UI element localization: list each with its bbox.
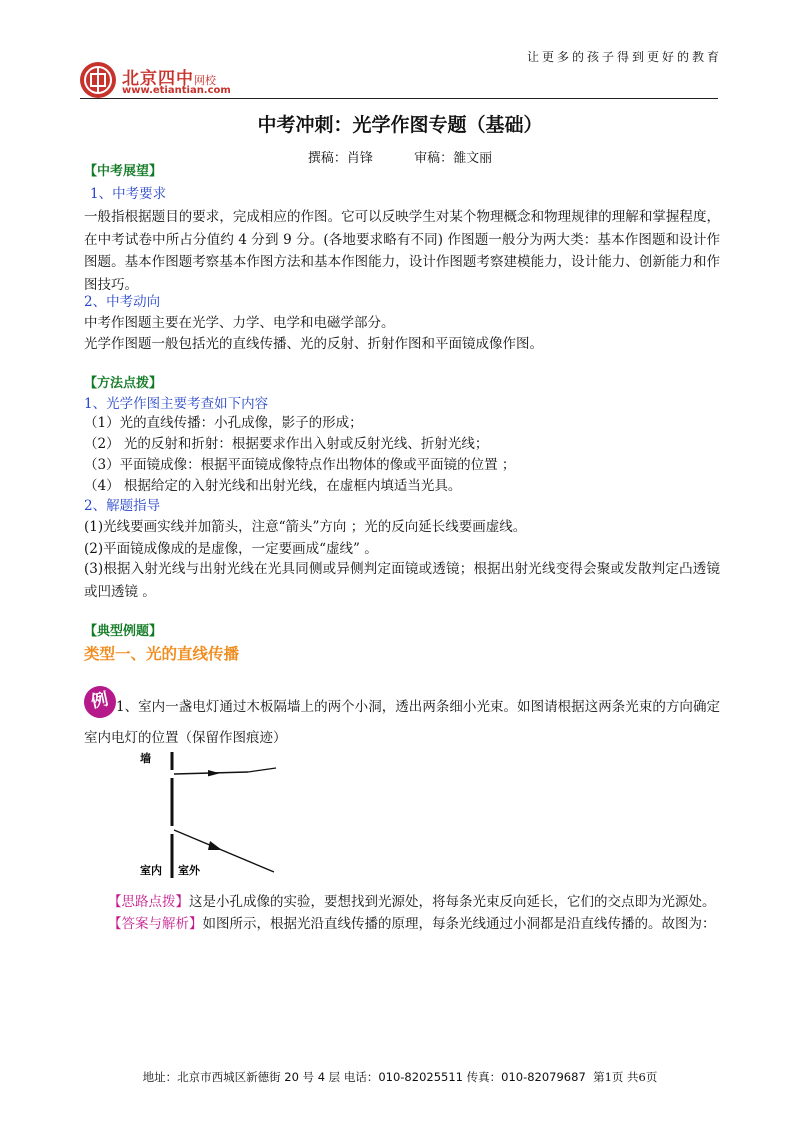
logo-emblem-icon [80,62,116,98]
authors-line: 撰稿：肖锋 审稿：雒文丽 [307,151,493,166]
hint-label: 【思路点拨】 [108,894,189,910]
light-beam-upper [174,768,276,776]
example-heading: 【典型例题】 [84,624,163,639]
outlook-sub1: 1、中考要求 [90,186,167,202]
guide-item: (3)根据入射光线与出射光线在光具同侧或异侧判定面镜或透镜；根据出射光线变得会聚或发散判定凸透镜或凹透镜 。 [84,561,720,600]
wall-label: 墙 [140,752,151,765]
outdoor-label: 室外 [178,864,200,877]
type-heading: 类型一、光的直线传播 [84,645,240,663]
outlook-para1: 一般指根据题目的要求，完成相应的作图。它可以反映学生对某个物理概念和物理规律的理解和掌握程度，在中考试卷中所占分值约 4 分到 9 分。(各地要求略有不同) 作图题一般分为两大类：基本作图题和设计作图题。基本作图题考察基本作图方法和基本作图能力，设计作图题考察建模能力，设计能力、创新能力和作图技巧。 [84,209,720,293]
answer-label: 【答案与解析】 [108,916,203,932]
hint-text: 这是小孔成像的实验，要想找到光源处，将每条光束反向延长，它们的交点即为光源处。 [189,894,716,910]
logo-sub: 网校 [194,74,216,87]
logo-url: www.etiantian.com [122,85,231,96]
wall-light-diagram [140,748,290,880]
page-title: 中考冲刺：光学作图专题（基础） [257,114,543,136]
outlook-line2: 光学作图题一般包括光的直线传播、光的反射、折射作图和平面镜成像作图。 [84,336,543,352]
method-item: （4） 根据给定的入射光线和出射光线，在虚框内填适当光具。 [84,478,462,494]
example-badge-icon: 例 [81,683,119,721]
method-heading: 【方法点拨】 [84,376,163,391]
answer-line [108,914,748,934]
guide-item: (2)平面镜成像成的是虚像，一定要画成“虚线” 。 [84,541,378,557]
logo-name: 北京四中网校 [122,69,216,89]
method-item: （3）平面镜成像：根据平面镜成像特点作出物体的像或平面镜的位置 ； [84,457,516,473]
example-question: 1、室内一盏电灯通过木板隔墙上的两个小洞，透出两条细小光束。如图请根据这两条光束的方向确定室内电灯的位置（保留作图痕迹） [84,699,720,746]
footer-page: 第1页 共6页 [593,1070,658,1084]
header-slogan: 让更多的孩子得到更好的教育 [526,50,722,64]
hint-line [108,892,748,912]
outlook-line1: 中考作图题主要在光学、力学、电学和电磁学部分。 [84,315,395,331]
method-sub1: 1、光学作图主要考查如下内容 [84,396,269,412]
outlook-heading: 【中考展望】 [84,164,163,179]
method-item: （1）光的直线传播：小孔成像，影子的形成； [84,415,363,431]
indoor-label: 室内 [140,864,162,877]
header-divider [80,98,718,99]
method-sub2: 2、解题指导 [84,498,161,514]
page-footer [0,1069,800,1085]
method-item: （2） 光的反射和折射：根据要求作出入射或反射光线、折射光线； [84,436,489,452]
answer-text: 如图所示，根据光沿直线传播的原理，每条光线通过小洞都是沿直线传播的。故图为： [202,916,716,932]
outlook-sub2: 2、中考动向 [84,294,161,310]
guide-item: (1)光线要画实线并加箭头，注意“箭头”方向 ；光的反向延长线要画虚线。 [84,519,527,535]
footer-address: 地址：北京市西城区新德街 20 号 4 层 电话：010-82025511 传真：010-82079687 [142,1070,586,1084]
